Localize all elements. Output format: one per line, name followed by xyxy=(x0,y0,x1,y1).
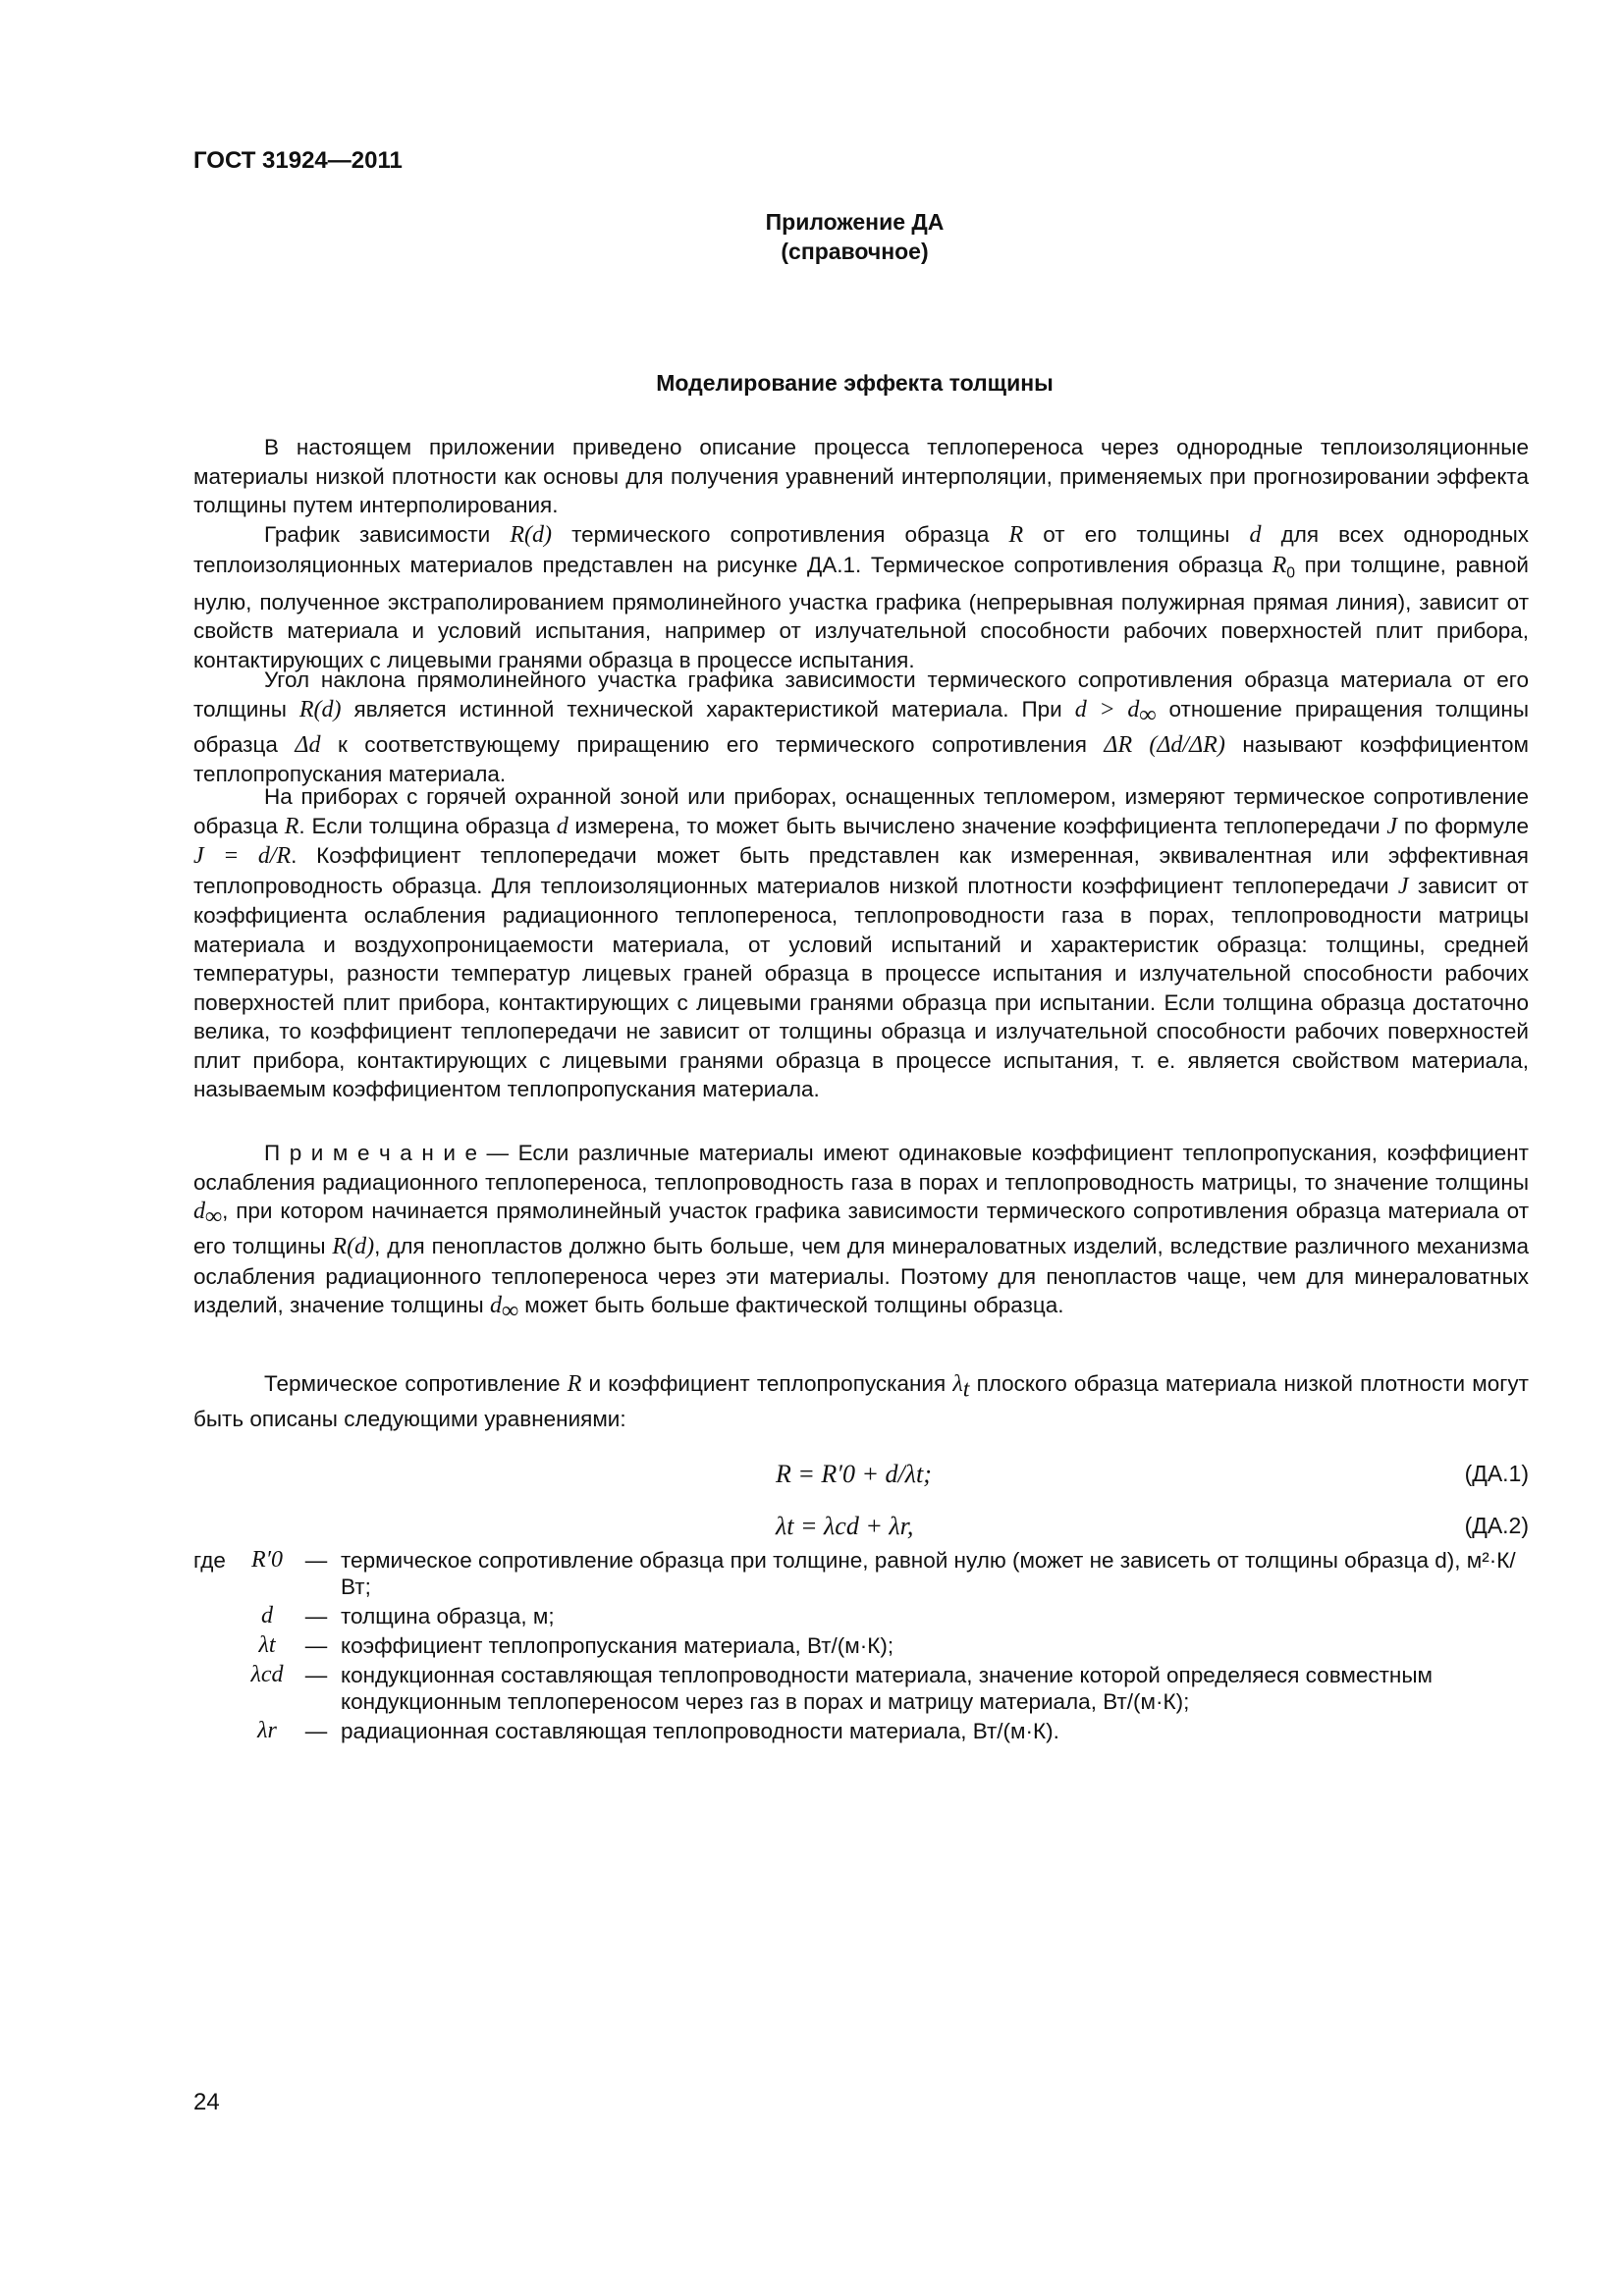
definition-dash: — xyxy=(304,1548,328,1573)
definition-text: термическое сопротивление образца при толщине, равной нулю (может не зависеть от толщины образца d), м²·К/Вт; xyxy=(341,1548,1516,1599)
paragraph-graph: График зависимости R(d) термического сопротивления образца R от его толщины d для всех однородных теплоизоляционных материалов представлен на рисунке ДА.1. Термическое сопротивления образца $R_0$ при толщине, равной нулю, полученное экстраполированием прямолинейного участка графика (непрерывная полужирная прямая линия), зависит от свойств материала и условий испытания, например от излучательной способности рабочих поверхностей плит прибора, контактирующих с лицевыми гранями образца в процессе испытания. xyxy=(193,522,1530,672)
definition-text: коэффициент теплопропускания материала, Вт/(м·К); xyxy=(341,1633,894,1658)
definition-row xyxy=(193,1603,1529,1629)
definition-dash: — xyxy=(304,1633,328,1658)
appendix-subtitle: (справочное) xyxy=(781,239,929,264)
definition-symbol: λr xyxy=(257,1718,277,1743)
definition-dash: — xyxy=(304,1719,328,1743)
definition-row xyxy=(193,1632,1529,1659)
paragraph-slope: Угол наклона прямолинейного участка графика зависимости термического сопротивления образца материала от его толщины R(d) является истинной технической характеристикой материала. При $d > d_\infty$ отношение приращения толщины образца Δd к соответствующему приращению его термического сопротивления ΔR (Δd/ΔR) называют коэффициентом теплопропускания материала. xyxy=(193,667,1529,786)
equation-da1: R = R′0 + d/λt; xyxy=(776,1460,932,1488)
equation-da1-label: (ДА.1) xyxy=(1464,1461,1529,1486)
paragraph-equations-intro: Термическое сопротивление R и коэффициент теплопропускания $\lambda_t$ плоского образца материала низкой плотности могут быть описаны следующими уравнениями: xyxy=(193,1371,1529,1431)
definition-symbol: λcd xyxy=(250,1662,284,1687)
equation-da2: λt = λcd + λr, xyxy=(776,1512,914,1540)
definition-dash: — xyxy=(304,1663,328,1687)
definition-symbol: λt xyxy=(258,1632,276,1658)
symbol-definitions xyxy=(193,1547,1529,1747)
definition-row xyxy=(193,1547,1529,1600)
paragraph-measurement: На приборах с горячей охранной зоной или приборах, оснащенных тепломером, измеряют термическое сопротивление образца R. Если толщина образца d измерена, то может быть вычислено значение коэффициента теплопередачи J по формуле J = d/R. Коэффициент теплопередачи может быть представлен как измеренная, эквивалентная или эффективная теплопроводность образца. Для теплоизоляционных материалов низкой плотности коэффициент теплопередачи J зависит от коэффициента ослабления радиационного теплопереноса, теплопроводности газа в порах, теплопроводности матрицы материала и воздухопроницаемости материала, от условий испытаний и характеристик образца: толщины, средней температуры, разности температур лицевых граней образца в процессе испытания и излучательной способности рабочих поверхностей плит прибора, контактирующих с лицевыми гранями образца при испытании. Если толщина образца достаточно велика, то коэффициент теплопередачи не зависит от толщины образца и излучательной способности рабочих поверхностей плит прибора, контактирующих с лицевыми гранями образца в процессе испытания, т. е. является свойством материала, называемым коэффициентом теплопропускания материала. xyxy=(193,784,1530,1101)
definition-dash: — xyxy=(304,1604,328,1629)
definition-row xyxy=(193,1718,1529,1744)
definition-symbol: R′0 xyxy=(251,1547,283,1573)
definition-text: толщина образца, м; xyxy=(341,1604,555,1629)
equation-da2-label: (ДА.2) xyxy=(1464,1513,1529,1538)
definition-symbol: d xyxy=(261,1603,273,1629)
paragraph-note: П р и м е ч а н и е — Если различные материалы имеют одинаковые коэффициент теплопропускания, коэффициент ослабления радиационного теплопереноса, теплопроводность газа в порах и теплопроводность матрицы, то значение толщины $d_\infty$, при котором начинается прямолинейный участок графика зависимости термического сопротивления образца материала от его толщины R(d), для пенопластов должно быть больше, чем для минераловатных изделий, вследствие различного механизма ослабления радиационного теплопереноса через эти материалы. Поэтому для пенопластов чаще, чем для минераловатных изделий, значение толщины $d_\infty$ может быть больше фактической толщины образца. xyxy=(193,1141,1529,1324)
section-heading: Моделирование эффекта толщины xyxy=(656,370,1054,396)
note-label: П р и м е ч а н и е xyxy=(264,1141,477,1165)
definition-row xyxy=(193,1662,1529,1715)
paragraph-intro: В настоящем приложении приведено описание процесса теплопереноса через однородные теплоизоляционные материалы низкой плотности как основы для получения уравнений интерполяции, применяемых при прогнозировании эффекта толщины путем интерполирования. xyxy=(193,435,1529,517)
page-number: 24 xyxy=(193,2089,220,2115)
definitions-lead: где xyxy=(193,1548,226,1573)
definition-text: кондукционная составляющая теплопроводности материала, значение которой определяеся совместным кондукционным теплопереносом через газ в порах и матрицу материала, Вт/(м·К); xyxy=(341,1663,1433,1714)
document-code: ГОСТ 31924—2011 xyxy=(193,147,403,174)
appendix-title: Приложение ДА xyxy=(765,209,945,235)
definition-text: радиационная составляющая теплопроводности материала, Вт/(м·К). xyxy=(341,1719,1059,1743)
